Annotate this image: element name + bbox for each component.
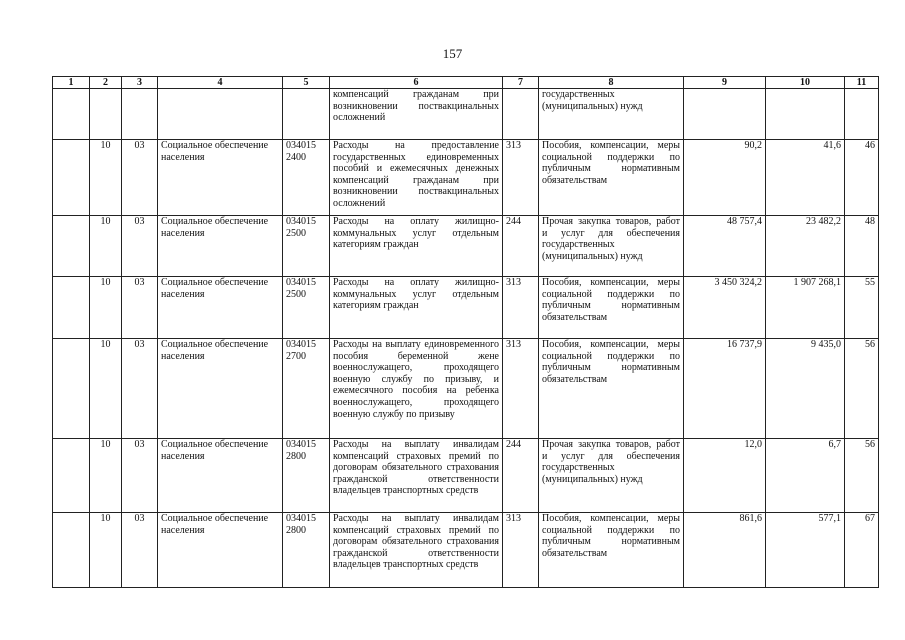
table-row xyxy=(53,216,879,277)
section-name: Социальное обеспечение населения xyxy=(158,277,283,339)
expense-type-code: 313 xyxy=(503,140,539,216)
subsection-code: 03 xyxy=(122,339,158,439)
expense-type-code: 313 xyxy=(503,277,539,339)
column-header: 7 xyxy=(503,77,539,89)
target-code: 034015 2800 xyxy=(283,513,330,588)
target-code: 034015 2500 xyxy=(283,216,330,277)
value-col9: 12,0 xyxy=(684,439,766,513)
expense-description: Расходы на оплату жилищно-коммунальных услуг отдельным категориям граждан xyxy=(330,277,503,339)
subsection-code: 03 xyxy=(122,439,158,513)
value-col9: 16 737,9 xyxy=(684,339,766,439)
value-col10: 1 907 268,1 xyxy=(766,277,845,339)
value-col9: 3 450 324,2 xyxy=(684,277,766,339)
table-row xyxy=(53,140,879,216)
section-name: Социальное обеспечение населения xyxy=(158,439,283,513)
target-code: 034015 2700 xyxy=(283,339,330,439)
column-header: 1 xyxy=(53,77,90,89)
expense-type-code: 244 xyxy=(503,216,539,277)
value-col10: 577,1 xyxy=(766,513,845,588)
expense-description: Расходы на предоставление государственных единовременных пособий и ежемесячных денежных компенсаций гражданам при возникновении поствакцинальных осложнений xyxy=(330,140,503,216)
value-col9: 90,2 xyxy=(684,140,766,216)
section-name: Социальное обеспечение населения xyxy=(158,339,283,439)
continuation-row xyxy=(53,89,879,140)
column-header: 6 xyxy=(330,77,503,89)
column-header: 3 xyxy=(122,77,158,89)
value-col11: 55 xyxy=(845,277,879,339)
value-col11: 67 xyxy=(845,513,879,588)
expense-description: Расходы на выплату инвалидам компенсаций страховых премий по договорам обязательного страхования гражданской ответственности владельцев транспортных средств xyxy=(330,513,503,588)
expense-type: Пособия, компенсации, меры социальной поддержки по публичным нормативным обязательствам xyxy=(539,513,684,588)
value-col10: 9 435,0 xyxy=(766,339,845,439)
value-col10: 23 482,2 xyxy=(766,216,845,277)
section-name: Социальное обеспечение населения xyxy=(158,513,283,588)
expense-description: Расходы на оплату жилищно-коммунальных услуг отдельным категориям граждан xyxy=(330,216,503,277)
page-number: 157 xyxy=(442,46,463,61)
expense-description: Расходы на выплату единовременного пособия беременной жене военнослужащего, проходящего военную службу по призыву, и ежемесячного пособия на ребенка военнослужащего, проходящего военную службу по призыву xyxy=(330,339,503,439)
expense-description: Расходы на выплату инвалидам компенсаций страховых премий по договорам обязательного страхования гражданской ответственности владельцев транспортных средств xyxy=(330,439,503,513)
target-code: 034015 2500 xyxy=(283,277,330,339)
expense-type-code: 313 xyxy=(503,339,539,439)
section-code: 10 xyxy=(90,140,122,216)
value-col9: 861,6 xyxy=(684,513,766,588)
expense-type: государственных (муниципальных) нужд xyxy=(539,89,684,140)
column-header: 4 xyxy=(158,77,283,89)
subsection-code: 03 xyxy=(122,513,158,588)
section-code: 10 xyxy=(90,277,122,339)
target-code: 034015 2400 xyxy=(283,140,330,216)
expense-type: Прочая закупка товаров, работ и услуг для обеспечения государственных (муниципальных) нужд xyxy=(539,439,684,513)
section-name: Социальное обеспечение населения xyxy=(158,216,283,277)
column-header: 10 xyxy=(766,77,845,89)
table-row xyxy=(53,439,879,513)
expense-type-code: 313 xyxy=(503,513,539,588)
section-code: 10 xyxy=(90,439,122,513)
expense-type: Пособия, компенсации, меры социальной поддержки по публичным нормативным обязательствам xyxy=(539,339,684,439)
section-code: 10 xyxy=(90,216,122,277)
table-row xyxy=(53,277,879,339)
expense-type-code: 244 xyxy=(503,439,539,513)
table-row xyxy=(53,339,879,439)
expense-type: Пособия, компенсации, меры социальной поддержки по публичным нормативным обязательствам xyxy=(539,140,684,216)
section-code: 10 xyxy=(90,513,122,588)
column-header: 8 xyxy=(539,77,684,89)
section-code: 10 xyxy=(90,339,122,439)
expense-description: компенсаций гражданам при возникновении поствакцинальных осложнений xyxy=(330,89,503,140)
subsection-code: 03 xyxy=(122,216,158,277)
value-col10: 6,7 xyxy=(766,439,845,513)
target-code: 034015 2800 xyxy=(283,439,330,513)
header-row xyxy=(53,77,879,89)
column-header: 2 xyxy=(90,77,122,89)
expense-type: Прочая закупка товаров, работ и услуг для обеспечения государственных (муниципальных) нужд xyxy=(539,216,684,277)
subsection-code: 03 xyxy=(122,140,158,216)
value-col11: 46 xyxy=(845,140,879,216)
value-col9: 48 757,4 xyxy=(684,216,766,277)
value-col11: 56 xyxy=(845,439,879,513)
subsection-code: 03 xyxy=(122,277,158,339)
expense-type: Пособия, компенсации, меры социальной поддержки по публичным нормативным обязательствам xyxy=(539,277,684,339)
column-header: 9 xyxy=(684,77,766,89)
value-col10: 41,6 xyxy=(766,140,845,216)
value-col11: 56 xyxy=(845,339,879,439)
column-header: 5 xyxy=(283,77,330,89)
value-col11: 48 xyxy=(845,216,879,277)
column-header: 11 xyxy=(845,77,879,89)
budget-table xyxy=(52,76,879,588)
table-row xyxy=(53,513,879,588)
section-name: Социальное обеспечение населения xyxy=(158,140,283,216)
